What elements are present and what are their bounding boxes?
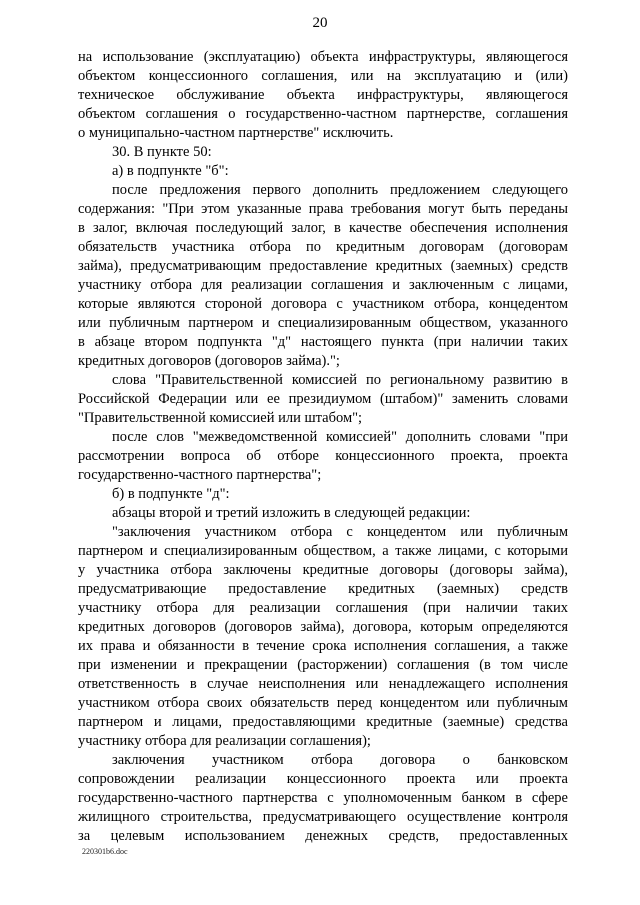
text-line: в абзаце втором подпункта "д" настоящего пункта (при наличии таких — [78, 334, 568, 350]
text-line: партнером и лицами, предоставляющими кредитные (заемные) средства — [78, 714, 568, 730]
text-line: ответственность в случае неисполнения или ненадлежащего исполнения — [78, 676, 568, 692]
text-line: участником отбора своих обязательств перед концедентом или публичным — [78, 695, 568, 711]
text-line: слова "Правительственной комиссией по региональному развитию в — [112, 372, 568, 388]
document-body — [78, 48, 568, 846]
text-line: объектом соглашения о государственно-частном партнерстве, соглашения — [78, 106, 568, 122]
text-line: рассмотрении вопроса об отборе концессионного проекта, проекта — [78, 448, 568, 464]
text-line: заключения участником отбора договора о банковском — [112, 752, 568, 768]
text-line: сопровождении реализации концессионного проекта или проекта — [78, 771, 568, 787]
text-line: после слов "межведомственной комиссией" дополнить словами "при — [112, 429, 568, 445]
text-line: после предложения первого дополнить предложением следующего — [112, 182, 568, 198]
text-line: их права и обязанности в течение срока исполнения соглашения, а также — [78, 638, 568, 654]
text-line: "Правительственной комиссией или штабом"; — [78, 410, 363, 426]
text-line: которые являются стороной договора с участником отбора, концедентом — [78, 296, 568, 312]
text-line: содержания: "При этом указанные права требования могут быть переданы — [78, 201, 568, 217]
text-line: государственно-частного партнерства"; — [78, 467, 322, 483]
text-line: Российской Федерации или ее президиумом (штабом)" заменить словами — [78, 391, 568, 407]
text-line: участнику отбора для реализации соглашения); — [78, 733, 371, 749]
text-line: на использование (эксплуатацию) объекта инфраструктуры, являющегося — [78, 49, 568, 65]
text-line: займа), предусматривающим предоставление кредитных (заемных) средств — [78, 258, 568, 274]
text-line: а) в подпункте "б": — [112, 163, 229, 179]
text-line: техническое обслуживание объекта инфраструктуры, являющегося — [78, 87, 568, 103]
text-line: за целевым использованием денежных средств, предоставленных — [78, 828, 568, 844]
text-line: 30. В пункте 50: — [112, 144, 212, 160]
text-line: обязательств участника отбора по кредитным договорам (договорам — [78, 239, 568, 255]
text-line: в залог, включая последующий залог, в качестве обеспечения исполнения — [78, 220, 568, 236]
page-number: 20 — [312, 15, 328, 31]
text-line: "заключения участником отбора с концедентом или публичным — [112, 524, 568, 540]
text-line: государственно-частного партнерства с уполномоченным банком в сфере — [78, 790, 568, 806]
text-line: предусматривающие предоставление кредитных (заемных) средств — [78, 581, 568, 597]
text-line: у участника отбора заключены кредитные договоры (договоры займа), — [78, 562, 568, 578]
text-line: абзацы второй и третий изложить в следующей редакции: — [112, 505, 471, 521]
text-line: жилищного строительства, предусматривающего осуществление контроля — [78, 809, 568, 825]
text-line: при изменении и прекращении (расторжении) соглашения (в том числе — [78, 657, 568, 673]
footer-filename: 220301b6.doc — [82, 847, 128, 856]
text-line: участнику отбора для реализации соглашения (при наличии таких — [78, 600, 568, 616]
text-line: кредитных договоров (договоров займа)."; — [78, 353, 340, 369]
text-line: участнику отбора для реализации соглашения и заключенным с лицами, — [78, 277, 568, 293]
text-line: партнером и специализированным обществом, а также лицами, с которыми — [78, 543, 568, 559]
text-line: или публичным партнером и специализированным обществом, указанного — [78, 315, 568, 331]
text-line: кредитных договоров (договоров займа), договора, которым определяются — [78, 619, 568, 635]
text-line: о муниципально-частном партнерстве" исключить. — [78, 125, 394, 141]
text-line: б) в подпункте "д": — [112, 486, 230, 502]
text-line: объектом концессионного соглашения, или на эксплуатацию и (или) — [78, 68, 568, 84]
